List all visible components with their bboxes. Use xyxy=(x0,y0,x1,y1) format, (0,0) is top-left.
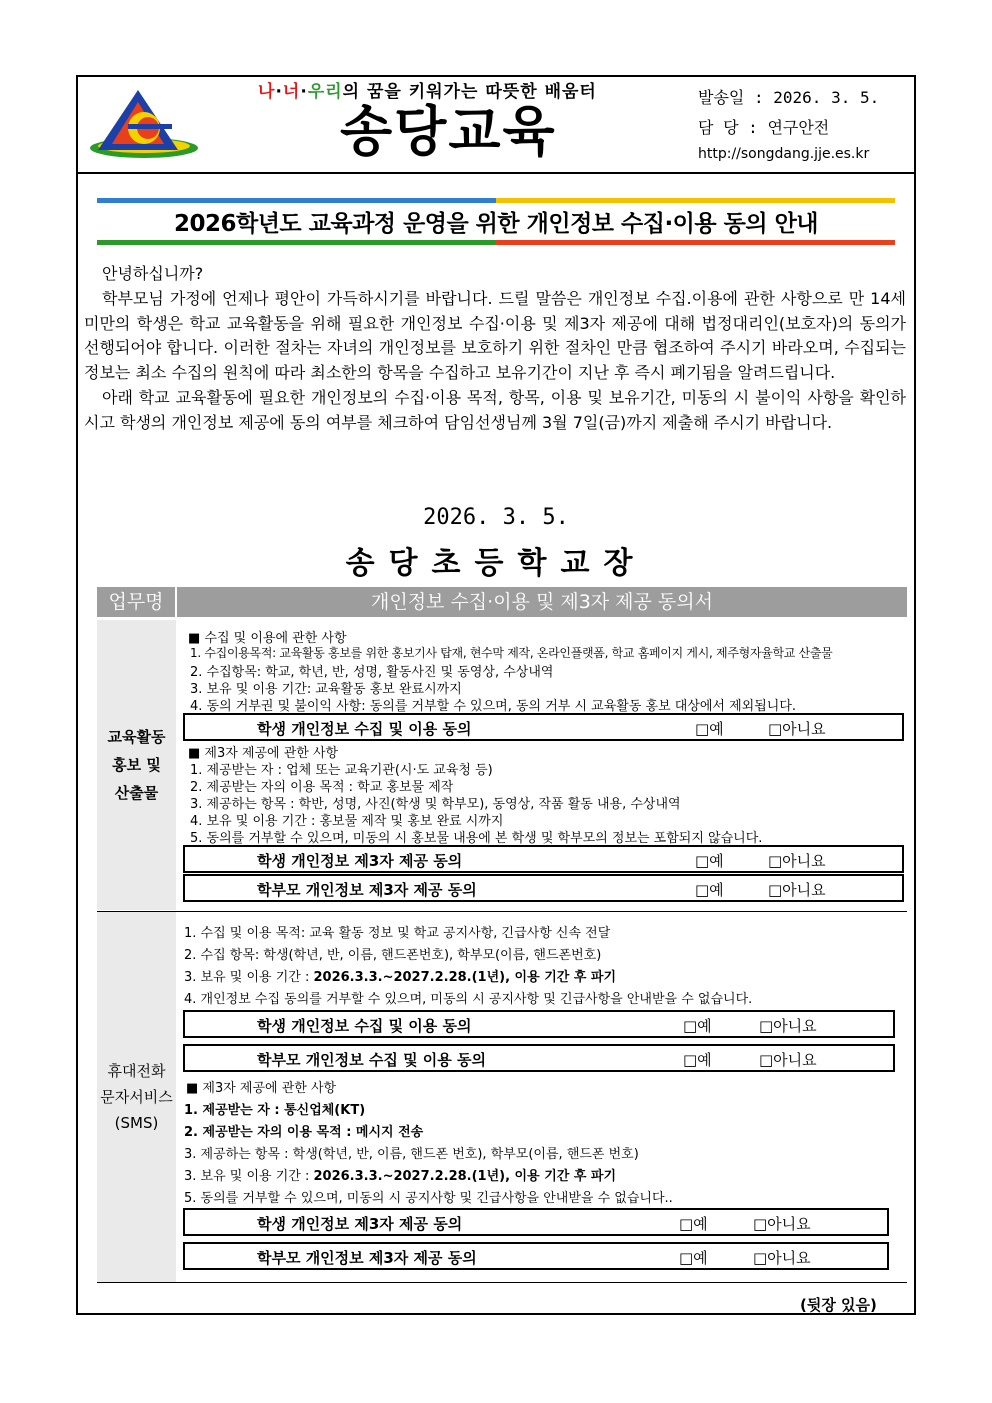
consent-row: 학부모 개인정보 제3자 제공 동의 □예 □아니요 xyxy=(183,874,904,902)
third-party-item: 3. 제공하는 항목 : 학생(학년, 반, 이름, 핸드폰 번호), 학부모(이름, 핸드폰 번호) xyxy=(184,1147,639,1162)
consent-no-checkbox[interactable]: □아니요 xyxy=(768,720,826,738)
school-url[interactable]: http://songdang.jje.es.kr xyxy=(698,146,870,162)
consent-yes-checkbox[interactable]: □예 xyxy=(679,1249,708,1267)
consent-row: 학부모 개인정보 제3자 제공 동의 □예 □아니요 xyxy=(183,1242,889,1270)
section-label-sms: 휴대전화 문자서비스 (SMS) xyxy=(97,912,176,1282)
consent-yes-checkbox[interactable]: □예 xyxy=(679,1215,708,1233)
consent-no-checkbox[interactable]: □아니요 xyxy=(753,1215,811,1233)
consent-row: 학생 개인정보 수집 및 이용 동의 □예 □아니요 xyxy=(183,713,904,741)
section-label-promotion: 교육활동 홍보 및 산출물 xyxy=(97,620,176,910)
body-paragraph-2: 아래 학교 교육활동에 필요한 개인정보의 수집·이용 목적, 항목, 이용 및 보유기간, 미동의 시 불이익 사항을 확인하시고 학생의 개인정보 제공에 동의 여부를 체크하여 담임선생님께 3월 7일(금)까지 제출해 주시기 바랍니다. xyxy=(84,387,906,432)
consent-yes-checkbox[interactable]: □예 xyxy=(695,852,724,870)
third-party-item: 1. 제공받는 자 : 업체 또는 교육기관(시·도 교육청 등) xyxy=(190,763,493,778)
header-divider xyxy=(76,172,916,174)
collect-item: 3. 보유 및 이용 기간: 교육활동 홍보 완료시까지 xyxy=(190,682,462,697)
collect-item: 1. 수집이용목적: 교육활동 홍보를 위한 홍보기사 탑재, 현수막 제작, 온라인플랫폼, 학교 홈페이지 게시, 제주형자율학교 산출물 xyxy=(190,646,833,660)
third-party-item: 5. 동의를 거부할 수 있으며, 미동의 시 공지사항 및 긴급사항을 안내받을 수 없습니다.. xyxy=(184,1191,673,1206)
third-party-item-retention: 3. 보유 및 이용 기간 : 2026.3.3.~2027.2.28.(1년), 이용 기간 후 파기 xyxy=(184,1169,617,1184)
issue-date: 발송일 : 2026. 3. 5. xyxy=(698,88,880,107)
consent-no-checkbox[interactable]: □아니요 xyxy=(753,1249,811,1267)
column-header-consent: 개인정보 수집·이용 및 제3자 제공 동의서 xyxy=(177,587,907,617)
consent-no-checkbox[interactable]: □아니요 xyxy=(768,881,826,899)
greeting: 안녕하십니까? xyxy=(102,264,204,283)
consent-no-checkbox[interactable]: □아니요 xyxy=(759,1017,817,1035)
collect-item: 2. 수집 항목: 학생(학년, 반, 이름, 핸드폰번호), 학부모(이름, 핸드폰번호) xyxy=(184,948,602,963)
consent-yes-checkbox[interactable]: □예 xyxy=(695,720,724,738)
consent-no-checkbox[interactable]: □아니요 xyxy=(759,1051,817,1069)
notice-body xyxy=(84,262,906,436)
consent-yes-checkbox[interactable]: □예 xyxy=(695,881,724,899)
consent-row: 학생 개인정보 제3자 제공 동의 □예 □아니요 xyxy=(183,845,904,873)
person-in-charge: 담 당 : 연구안전 xyxy=(698,118,830,137)
consent-row: 학생 개인정보 수집 및 이용 동의 □예 □아니요 xyxy=(183,1010,895,1038)
title-bottom-bar xyxy=(97,240,895,245)
third-party-item: 2. 제공받는 자의 이용 목적 : 학교 홍보물 제작 xyxy=(190,780,454,795)
school-logo xyxy=(88,88,200,160)
third-party-item: 4. 보유 및 이용 기간 : 홍보물 제작 및 홍보 완료 시까지 xyxy=(190,814,504,829)
table-bottom-border xyxy=(97,1282,907,1283)
third-party-heading: ■ 제3자 제공에 관한 사항 xyxy=(188,746,339,761)
collect-item: 4. 개인정보 수집 동의를 거부할 수 있으며, 미동의 시 공지사항 및 긴급사항을 안내받을 수 없습니다. xyxy=(184,992,753,1007)
section-divider xyxy=(97,911,907,912)
title-top-bar xyxy=(97,198,895,203)
school-slogan: 나·너·우리의 꿈을 키워가는 따뜻한 배움터 xyxy=(258,82,597,102)
newsletter-brand: 송당교육 xyxy=(340,99,557,163)
collect-heading: ■ 수집 및 이용에 관한 사항 xyxy=(188,631,347,646)
body-paragraph-1: 학부모님 가정에 언제나 평안이 가득하시기를 바랍니다. 드릴 말씀은 개인정보 수집.이용에 관한 사항으로 만 14세 미만의 학생은 학교 교육활동을 위해 필요한 개인정보 수집·이용 및 제3자 제공에 대해 법정대리인(보호자)의 동의가 선행되어야 합니다. 이러한 절차는 자녀의 개인정보를 보호하기 위한 절차인 만큼 협조하여 주시기 바라오며, 수집되는 정보는 최소 수집의 원칙에 따라 최소한의 항목을 수집하고 보유기간이 지난 후 즉시 폐기됨을 알려드립니다. xyxy=(84,288,906,383)
collect-item: 4. 동의 거부권 및 불이익 사항: 동의를 거부할 수 있으며, 동의 거부 시 교육활동 홍보 대상에서 제외됩니다. xyxy=(190,699,797,714)
third-party-item: 5. 동의를 거부할 수 있으며, 미동의 시 홍보물 내용에 본 학생 및 학부모의 정보는 포함되지 않습니다. xyxy=(190,831,763,846)
consent-yes-checkbox[interactable]: □예 xyxy=(683,1017,712,1035)
third-party-item: 2. 제공받는 자의 이용 목적 : 메시지 전송 xyxy=(184,1125,424,1140)
collect-item-retention: 3. 보유 및 이용 기간 : 2026.3.3.~2027.2.28.(1년), 이용 기간 후 파기 xyxy=(184,970,617,985)
consent-no-checkbox[interactable]: □아니요 xyxy=(768,852,826,870)
notice-date: 2026. 3. 5. xyxy=(423,505,569,530)
continued-note: (뒷장 있음) xyxy=(800,1296,877,1314)
notice-title: 2026학년도 교육과정 운영을 위한 개인정보 수집·이용 동의 안내 xyxy=(173,211,819,237)
collect-item: 1. 수집 및 이용 목적: 교육 활동 정보 및 학교 공지사항, 긴급사항 신속 전달 xyxy=(184,926,611,941)
collect-item: 2. 수집항목: 학교, 학년, 반, 성명, 활동사진 및 동영상, 수상내역 xyxy=(190,665,554,680)
column-header-task: 업무명 xyxy=(97,587,175,617)
third-party-item: 1. 제공받는 자 : 통신업체(KT) xyxy=(184,1103,366,1118)
third-party-heading: ■ 제3자 제공에 관한 사항 xyxy=(186,1081,337,1096)
third-party-item: 3. 제공하는 항목 : 학반, 성명, 사진(학생 및 학부모), 동영상, 작품 활동 내용, 수상내역 xyxy=(190,797,681,812)
consent-row: 학부모 개인정보 수집 및 이용 동의 □예 □아니요 xyxy=(183,1044,895,1072)
consent-yes-checkbox[interactable]: □예 xyxy=(683,1051,712,1069)
consent-row: 학생 개인정보 제3자 제공 동의 □예 □아니요 xyxy=(183,1208,889,1236)
principal-signature: 송당초등학교장 xyxy=(345,546,647,581)
